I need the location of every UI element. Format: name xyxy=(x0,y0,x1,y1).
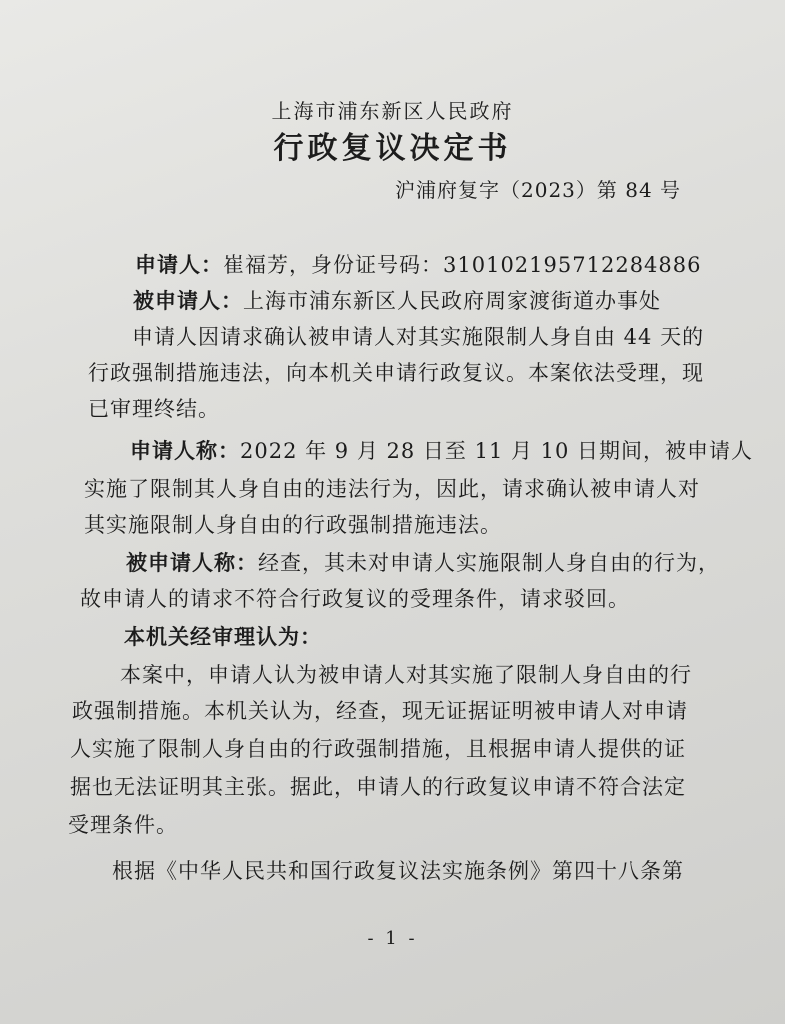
respondent-line xyxy=(133,286,661,316)
applicant-claim-label: 申请人称： xyxy=(130,438,240,463)
review-line-3: 人实施了限制人身自由的行政强制措施，且根据申请人提供的证 xyxy=(70,737,686,761)
document-title: 行政复议决定书 xyxy=(273,131,512,166)
applicant-claim-line-3: 其实施限制人身自由的行政强制措施违法。 xyxy=(84,513,502,537)
review-line-4: 据也无法证明其主张。据此，申请人的行政复议申请不符合法定 xyxy=(70,775,686,799)
review-line-5: 受理条件。 xyxy=(68,813,178,837)
respondent-claim-label: 被申请人称： xyxy=(126,550,258,575)
applicant-label: 申请人： xyxy=(135,252,223,277)
applicant-claim-line-2: 实施了限制其人身自由的违法行为，因此，请求确认被申请人对 xyxy=(84,477,700,501)
legal-basis-line-1: 根据《中华人民共和国行政复议法实施条例》第四十八条第 xyxy=(112,859,684,883)
issuing-organization: 上海市浦东新区人民政府 xyxy=(271,99,514,123)
intro-line-2: 行政强制措施违法，向本机关申请行政复议。本案依法受理，现 xyxy=(88,361,704,385)
respondent-value: 上海市浦东新区人民政府周家渡街道办事处 xyxy=(243,289,661,313)
review-line-1: 本案中，申请人认为被申请人对其实施了限制人身自由的行 xyxy=(120,663,692,687)
page-number: - 1 - xyxy=(367,928,418,949)
respondent-claim-text-1: 经查，其未对申请人实施限制人身自由的行为， xyxy=(258,551,720,575)
respondent-claim-line-1 xyxy=(126,548,720,578)
intro-line-3: 已审理终结。 xyxy=(88,397,220,421)
document-number: 沪浦府复字（2023）第 84 号 xyxy=(395,178,682,202)
intro-line-1: 申请人因请求确认被申请人对其实施限制人身自由 44 天的 xyxy=(132,325,705,349)
review-heading: 本机关经审理认为： xyxy=(124,624,322,649)
applicant-claim-text-1: 2022 年 9 月 28 日至 11 月 10 日期间，被申请人 xyxy=(240,439,754,463)
review-line-2: 政强制措施。本机关认为，经查，现无证据证明被申请人对申请 xyxy=(72,699,688,723)
applicant-claim-line-1 xyxy=(130,436,753,466)
applicant-value: 崔福芳，身份证号码：310102195712284886 xyxy=(223,253,702,277)
respondent-label: 被申请人： xyxy=(133,288,243,313)
applicant-line xyxy=(135,250,702,280)
respondent-claim-line-2: 故申请人的请求不符合行政复议的受理条件，请求驳回。 xyxy=(80,587,630,611)
